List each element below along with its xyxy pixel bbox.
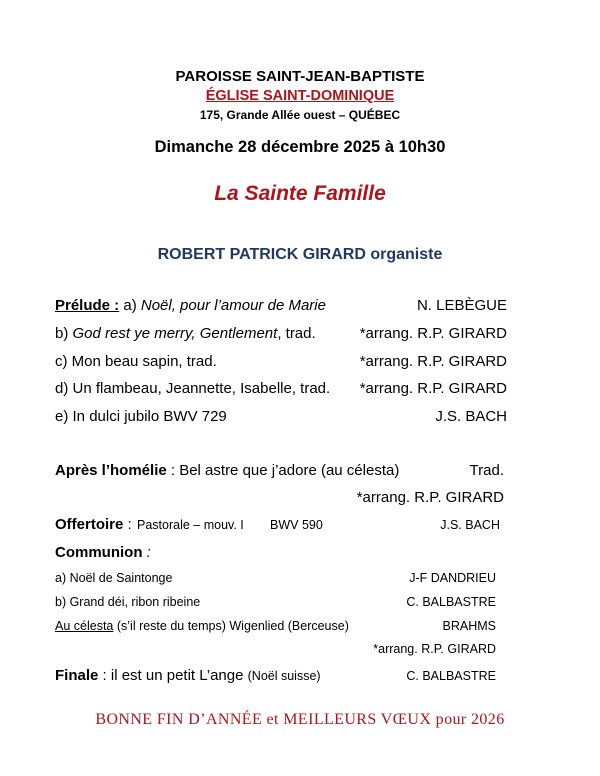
finale-line <box>55 667 321 684</box>
celesta-line <box>55 619 349 633</box>
prelude-item-letter: e) <box>55 408 69 425</box>
celesta-label: Au célesta <box>55 619 114 633</box>
prelude-item-title: In dulci jubilo BWV 729 <box>72 408 227 425</box>
church-name: ÉGLISE SAINT-DOMINIQUE <box>205 88 395 104</box>
communion-item-piece: b) Grand déi, ribon ribeine <box>55 595 201 609</box>
prelude-item-e <box>55 408 227 425</box>
organist-role: organiste <box>370 246 443 263</box>
homily-line <box>55 462 399 479</box>
finale-label: Finale <box>55 667 99 684</box>
church-address: 175, Grande Allée ouest – QUÉBEC <box>199 108 401 122</box>
prelude-item-c <box>55 353 217 370</box>
organist-line <box>0 246 600 264</box>
prelude-item-composer: N. LEBÈGUE <box>416 297 507 314</box>
offertory-piece: Pastorale – mouv. I <box>137 518 244 532</box>
homily-composer: Trad. <box>469 462 504 479</box>
celesta-composer: BRAHMS <box>442 619 496 633</box>
homily-label: Après l’homélie <box>55 462 167 479</box>
offertory-colon: : <box>123 516 132 533</box>
offertory-composer: J.S. BACH <box>440 518 500 532</box>
communion-item-piece: a) Noël de Saintonge <box>55 571 173 585</box>
prelude-item-letter: a) <box>123 297 137 314</box>
prelude-item-composer: *arrang. R.P. GIRARD <box>359 353 507 370</box>
celesta-piece: (s’il reste du temps) Wigenlied (Berceuse) <box>113 619 349 633</box>
prelude-item-title: Noël, pour l’amour de Marie <box>140 297 326 314</box>
prelude-item-letter: c) <box>55 353 68 370</box>
communion-heading <box>55 544 151 561</box>
service-date: Dimanche 28 décembre 2025 à 10h30 <box>154 138 446 156</box>
prelude-item-a <box>55 297 326 314</box>
parish-name: PAROISSE SAINT-JEAN-BAPTISTE <box>175 68 425 85</box>
feast-title: La Sainte Famille <box>214 182 386 205</box>
offertory-line <box>55 516 132 533</box>
celesta-arrangement: *arrang. R.P. GIRARD <box>373 642 496 656</box>
prelude-item-d <box>55 380 330 397</box>
prelude-item-title: Mon beau sapin, trad. <box>71 353 217 370</box>
prelude-item-title: Un flambeau, Jeannette, Isabelle, trad. <box>72 380 331 397</box>
homily-piece: : Bel astre que j’adore (au célesta) <box>166 462 400 479</box>
prelude-item-b <box>55 325 316 342</box>
prelude-item-title: God rest ye merry, Gentlement <box>72 325 278 342</box>
finale-piece: : il est un petit L’ange <box>98 667 244 684</box>
prelude-item-composer: *arrang. R.P. GIRARD <box>359 380 507 397</box>
finale-note: (Noël suisse) <box>247 669 321 683</box>
communion-colon: : <box>142 544 151 561</box>
prelude-item-letter: d) <box>55 380 69 397</box>
finale-composer: C. BALBASTRE <box>406 669 496 683</box>
communion-label: Communion <box>55 544 143 561</box>
prelude-label: Prélude : <box>55 297 120 314</box>
offertory-catalog: BWV 590 <box>270 518 323 532</box>
prelude-item-composer: J.S. BACH <box>435 408 507 425</box>
prelude-item-rest: , trad. <box>277 325 316 342</box>
offertory-label: Offertoire <box>55 516 124 533</box>
communion-item-composer: C. BALBASTRE <box>406 595 496 609</box>
footer-greeting: BONNE FIN D’ANNÉE et MEILLEURS VŒUX pour 2026 <box>95 711 505 728</box>
organist-name: ROBERT PATRICK GIRARD <box>157 246 366 263</box>
communion-item-composer: J-F DANDRIEU <box>409 571 496 585</box>
prelude-item-composer: *arrang. R.P. GIRARD <box>359 325 507 342</box>
prelude-item-letter: b) <box>55 325 69 342</box>
homily-arrangement: *arrang. R.P. GIRARD <box>356 489 504 506</box>
